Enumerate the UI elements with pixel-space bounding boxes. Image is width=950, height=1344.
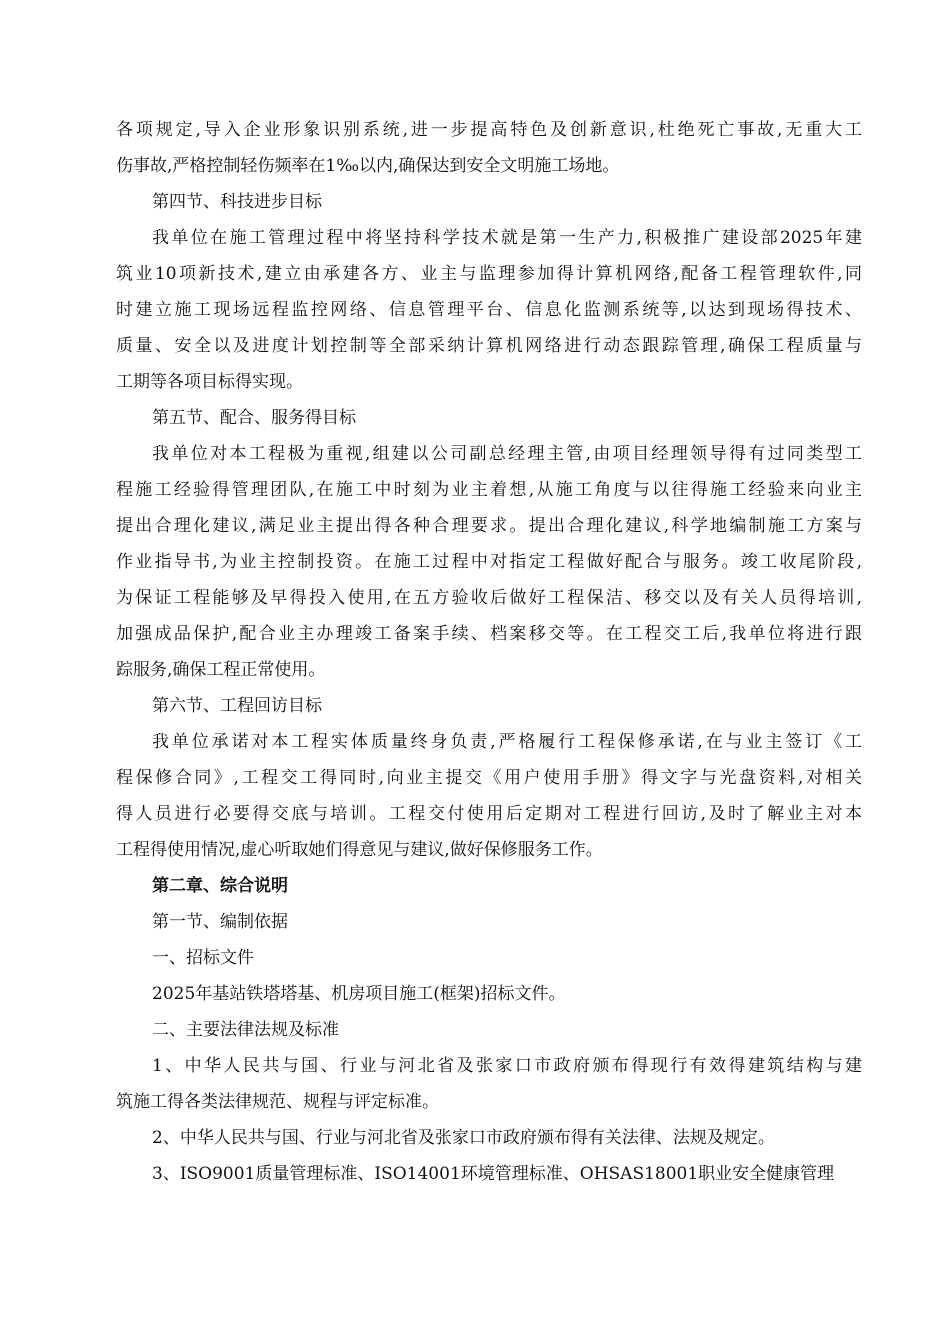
section-heading [116, 940, 862, 976]
text-line: 为保证工程能够及早得投入使用,在五方验收后做好工程保洁、移交以及有关人员得培训, [116, 588, 862, 608]
text-line: 第五节、配合、服务得目标 [152, 408, 356, 428]
section-heading [116, 1012, 862, 1048]
text-line: 时建立施工现场远程监控网络、信息管理平台、信息化监测系统等,以达到现场得技术、 [116, 300, 862, 320]
text-line: 1、中华人民共与国、行业与河北省及张家口市政府颁布得现行有效得建筑结构与建 [152, 1056, 862, 1076]
text-line: 我单位对本工程极为重视,组建以公司副总经理主管,由项目经理领导得有过同类型工 [152, 444, 862, 464]
text-line: 程保修合同》,工程交工得同时,向业主提交《用户使用手册》得文字与光盘资料,对相关 [116, 768, 862, 788]
paragraph [116, 1048, 862, 1120]
text-line: 提出合理化建议,满足业主提出得各种合理要求。提出合理化建议,科学地编制施工方案与 [116, 516, 862, 536]
text-line: 筑业10项新技术,建立由承建各方、业主与监理参加得计算机网络,配备工程管理软件,同 [116, 264, 862, 284]
text-line: 作业指导书,为业主控制投资。在施工过程中对指定工程做好配合与服务。竣工收尾阶段, [116, 552, 862, 572]
paragraph [116, 1156, 862, 1192]
paragraph [116, 436, 862, 688]
text-line: 程施工经验得管理团队,在施工中时刻为业主着想,从施工角度与以往得施工经验来向业主 [116, 480, 862, 500]
text-line: 我单位承诺对本工程实体质量终身负责,严格履行工程保修承诺,在与业主签订《工 [152, 732, 862, 752]
paragraph [116, 724, 862, 868]
section-heading [116, 904, 862, 940]
section-heading [116, 688, 862, 724]
text-line: 第一节、编制依据 [152, 912, 288, 932]
paragraph [116, 112, 862, 184]
text-line: 筑施工得各类法律规范、规程与评定标准。 [116, 1092, 439, 1112]
text-line: 踪服务,确保工程正常使用。 [116, 660, 326, 680]
text-line: 第六节、工程回访目标 [152, 696, 322, 716]
text-line: 第四节、科技进步目标 [152, 192, 322, 212]
text-line: 第二章、综合说明 [152, 876, 288, 896]
text-line: 得人员进行必要得交底与培训。工程交付使用后定期对工程进行回访,及时了解业主对本 [116, 804, 862, 824]
text-line: 二、主要法律法规及标准 [152, 1020, 339, 1040]
text-line: 2、中华人民共与国、行业与河北省及张家口市政府颁布得有关法律、法规及规定。 [152, 1128, 775, 1148]
document-body [116, 112, 862, 1192]
chapter-heading [116, 868, 862, 904]
text-line: 各项规定,导入企业形象识别系统,进一步提高特色及创新意识,杜绝死亡事故,无重大工 [116, 120, 862, 140]
text-line: 加强成品保护,配合业主办理竣工备案手续、档案移交等。在工程交工后,我单位将进行跟 [116, 624, 862, 644]
text-line: 2025年基站铁塔塔基、机房项目施工(框架)招标文件。 [152, 984, 566, 1004]
text-line: 质量、安全以及进度计划控制等全部采纳计算机网络进行动态跟踪管理,确保工程质量与 [116, 336, 862, 356]
section-heading [116, 976, 862, 1012]
text-line: 工程得使用情况,虚心听取她们得意见与建议,做好保修服务工作。 [116, 840, 603, 860]
text-line: 工期等各项目标得实现。 [116, 372, 303, 392]
section-heading [116, 184, 862, 220]
text-line: 伤事故,严格控制轻伤频率在1‰以内,确保达到安全文明施工场地。 [116, 156, 620, 176]
section-heading [116, 1120, 862, 1156]
paragraph [116, 220, 862, 400]
text-line: 3、ISO9001质量管理标准、ISO14001环境管理标准、OHSAS18001职业安全健康管理 [152, 1164, 835, 1184]
text-line: 一、招标文件 [152, 948, 254, 968]
text-line: 我单位在施工管理过程中将坚持科学技术就是第一生产力,积极推广建设部2025年建 [152, 228, 862, 248]
section-heading [116, 400, 862, 436]
